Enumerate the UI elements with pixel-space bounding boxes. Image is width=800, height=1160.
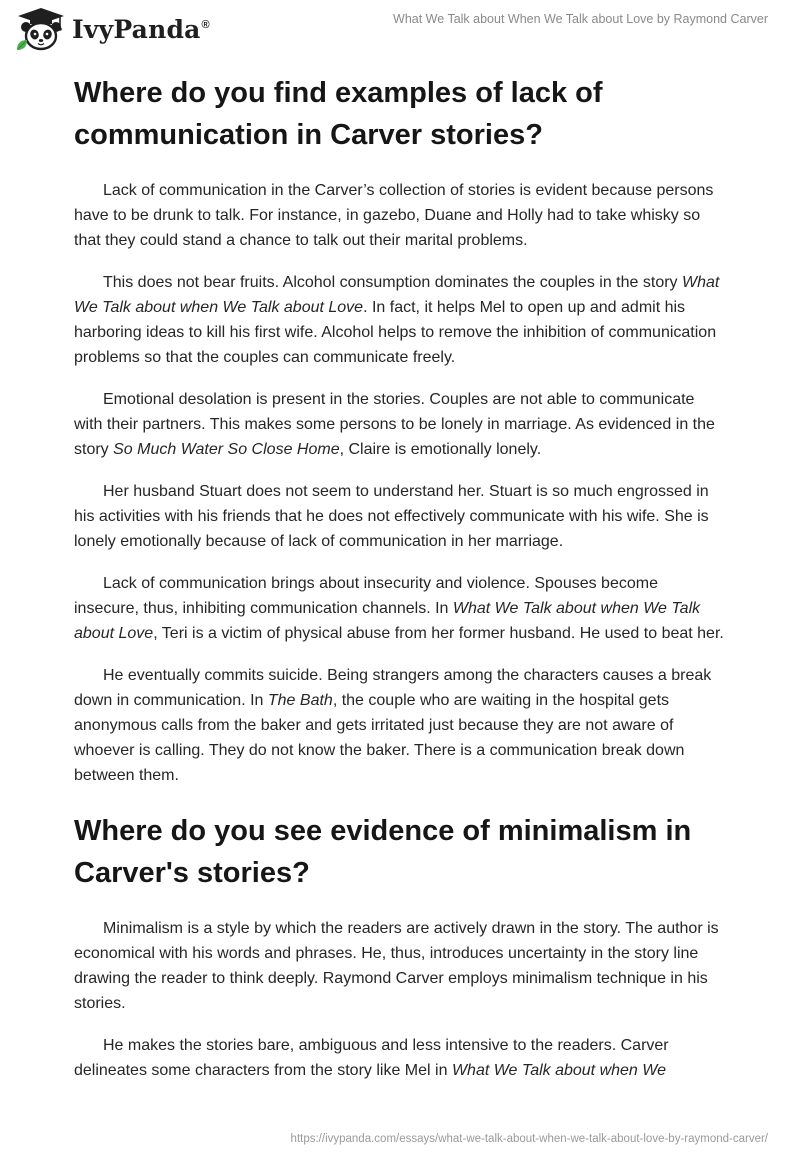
paragraph: He makes the stories bare, ambiguous and less intensive to the readers. Carver delineates some characters from the story like Mel in What We Talk about when We <box>74 1037 669 1079</box>
source-url[interactable]: https://ivypanda.com/essays/what-we-talk-about-when-we-talk-about-love-by-raymond-carver/ <box>290 1133 768 1145</box>
logo-text: IvyPanda® <box>72 14 210 44</box>
paragraph: He eventually commits suicide. Being strangers among the characters causes a break down in communication. In The Bath, the couple who are waiting in the hospital gets anonymous calls from the baker and gets irritated just because they are not aware of whoever is calling. They do not know the baker. There is a communication break down between them. <box>74 667 712 784</box>
section-minimalism <box>74 810 726 1083</box>
panda-logo-icon <box>14 6 68 52</box>
paragraph: This does not bear fruits. Alcohol consumption dominates the couples in the story What We Talk about when We Talk about Love. In fact, it helps Mel to open up and admit his harboring ideas to kill his first wife. Alcohol helps to remove the inhibition of communication problems so that the couples can communicate freely. <box>74 274 720 366</box>
paragraph: Emotional desolation is present in the stories. Couples are not able to communicate with their partners. This makes some persons to be lonely in marriage. As evidenced in the story So Much Water So Close Home, Claire is emotionally lonely. <box>74 391 715 458</box>
paragraph: Her husband Stuart does not seem to understand her. Stuart is so much engrossed in his activities with his friends that he does not effectively communicate with his wife. She is lonely emotionally because of lack of communication in her marriage. <box>74 483 709 550</box>
paragraph: Minimalism is a style by which the readers are actively drawn in the story. The author is economical with his words and phrases. He, thus, introduces uncertainty in the story line drawing the reader to think deeply. Raymond Carver employs minimalism technique in his stories. <box>74 920 719 1012</box>
article-content <box>74 72 726 1100</box>
paragraph: Lack of communication in the Carver’s collection of stories is evident because persons have to be drunk to talk. For instance, in gazebo, Duane and Holly had to take whisky so that they could stand a chance to talk out their marital problems. <box>74 182 714 249</box>
paragraph: Lack of communication brings about insecurity and violence. Spouses become insecure, thus, inhibiting communication channels. In What We Talk about when We Talk about Love, Teri is a victim of physical abuse from her former husband. He used to beat her. <box>74 575 724 642</box>
section-heading: Where do you find examples of lack of communication in Carver stories? <box>74 77 603 151</box>
section-communication <box>74 72 726 788</box>
logo[interactable] <box>14 6 210 52</box>
page-header <box>0 0 800 60</box>
section-heading: Where do you see evidence of minimalism in Carver's stories? <box>74 815 692 889</box>
document-title: What We Talk about When We Talk about Love by Raymond Carver <box>393 12 768 26</box>
